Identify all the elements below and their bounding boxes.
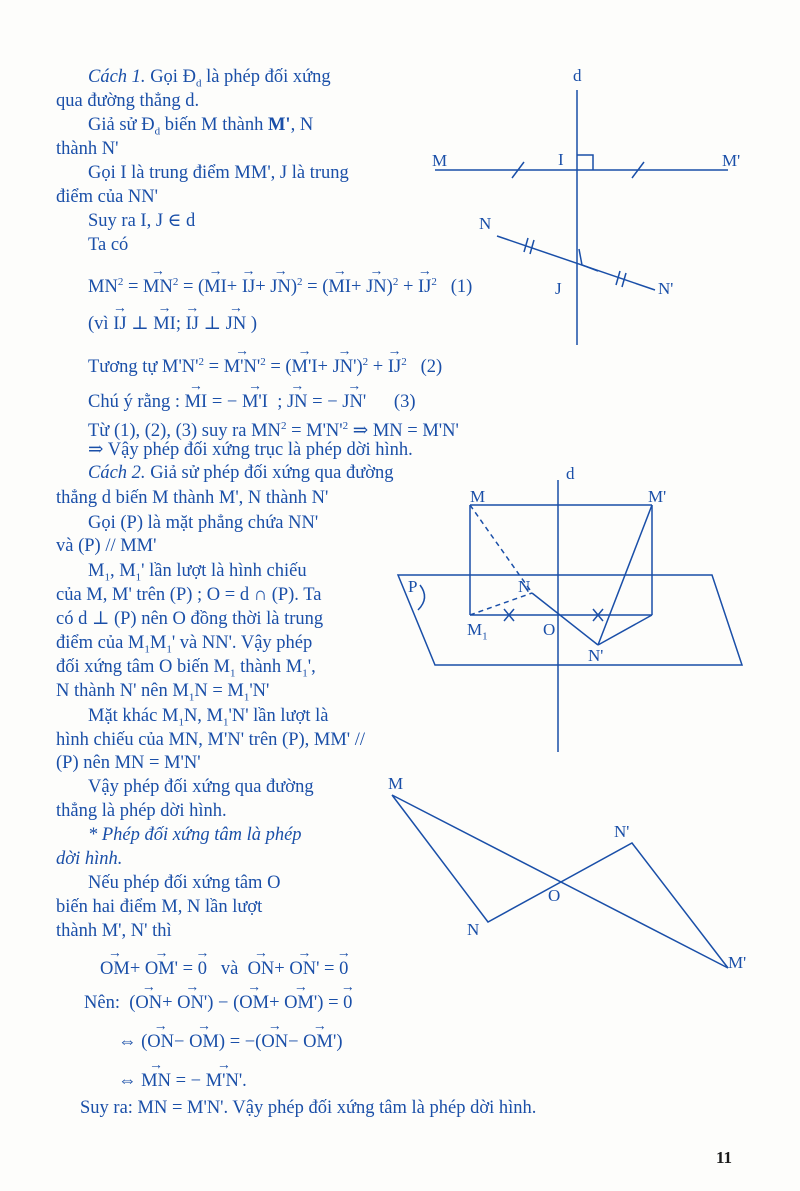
page-number: 11	[716, 1148, 733, 1167]
segment-NN'	[497, 236, 655, 290]
text-line: * Phép đối xứng tâm là phép	[88, 825, 302, 845]
label-M: M	[432, 151, 448, 170]
label-M-prime: M'	[722, 151, 741, 170]
text-line: thẳng d biến M thành M', N thành N'	[56, 488, 329, 508]
text-line: của M, M' trên (P) ; O = d ∩ (P). Ta	[56, 585, 322, 605]
segment-NN'	[532, 593, 598, 645]
text-line: N thành N' nên $M_1N = M_1'N'$	[56, 681, 270, 704]
label-N: N	[479, 214, 492, 233]
text-line: Cách 1. Gọi $Đ_d$ là phép đối xứng	[88, 67, 331, 90]
equation-3: Chú ý rằng : → MI = − → M'I ; → JN = − → JN' (3)	[88, 391, 416, 413]
text-line: Ta có	[88, 235, 129, 255]
label-N-prime: N'	[614, 822, 630, 841]
label-d: d	[566, 464, 575, 483]
text-line: Cách 2. Giả sử phép đối xứng qua đường	[88, 463, 394, 483]
plane-P	[398, 575, 742, 665]
equation-note: (vì → IJ ⊥ → MI; → IJ ⊥ → JN )	[88, 313, 257, 335]
label-I: I	[558, 150, 564, 169]
label-O: O	[548, 886, 561, 905]
label-M-prime: M'	[648, 487, 667, 506]
text-line: Suy ra: MN = M'N'. Vậy phép đối xứng tâm là phép dời hình.	[80, 1098, 537, 1118]
label-N: N	[467, 920, 480, 939]
text-line: ⇒ Vậy phép đối xứng trục là phép dời hình.	[88, 440, 413, 460]
text-line: Suy ra I, J ∈ d	[88, 211, 196, 231]
label-M-prime: M'	[728, 953, 747, 972]
text-line: thẳng là phép dời hình.	[56, 801, 227, 821]
label-P: P	[408, 577, 418, 596]
segment-N'M1'	[598, 615, 652, 645]
text-line: Nếu phép đối xứng tâm O	[88, 873, 281, 893]
equation-2: Tương tự $M'N'^2$ = → $M'N'^2$ = (→ M'I+ → JN')$^2$ + → $IJ^2$ (2)	[88, 351, 442, 378]
text-line: Vậy phép đối xứng qua đường	[88, 777, 314, 797]
equation-5: Nên: (→ ON+ → ON') − (→ OM+ → OM') = → 0	[84, 992, 352, 1014]
text-line: điểm của NN'	[56, 187, 158, 207]
text-line: thành N'	[56, 139, 119, 159]
text-line: dời hình.	[56, 849, 123, 869]
right-angle-mark	[577, 155, 593, 170]
text-line: Mặt khác $M_1N$, $M_1'N'$ lần lượt là	[88, 706, 329, 729]
symmetric-segments	[392, 795, 728, 968]
right-angle-mark	[579, 249, 598, 271]
text-line: điểm của $M_1M_1'$ và NN'. Vậy phép	[56, 633, 313, 656]
equation-1: $MN^2$ = → $MN^2$ = (→ MI+ → IJ+ → JN)$^2$ = (→ MI+ → JN)$^2$ + → $IJ^2$ (1)	[88, 271, 472, 298]
text-line: và (P) // MM'	[56, 536, 157, 556]
text-line: qua đường thẳng d.	[56, 91, 200, 111]
figure-plane-projection	[398, 480, 742, 752]
label-M: M	[470, 487, 486, 506]
equation-6: ⇔ (→ ON− → OM) = −(→ ON− → OM')	[118, 1031, 342, 1053]
text-line: Gọi (P) là mặt phẳng chứa NN'	[88, 513, 319, 533]
text-line: hình chiếu của MN, M'N' trên (P), MM' //	[56, 730, 366, 750]
label-d: d	[573, 66, 582, 85]
label-J: J	[555, 279, 562, 298]
plane-label-arc	[418, 585, 425, 610]
equation-7: ⇔ → MN = − → M'N'.	[118, 1070, 247, 1092]
text-line: thành M', N' thì	[56, 921, 172, 941]
text-line: có d ⊥ (P) nên O đồng thời là trung	[56, 609, 324, 629]
text-line: (P) nên MN = M'N'	[56, 753, 201, 773]
label-N: N	[518, 577, 531, 596]
equation-4: → OM+ → OM' = → 0 và → ON+ → ON' = → 0	[100, 958, 348, 980]
text-line: biến hai điểm M, N lần lượt	[56, 897, 263, 917]
figure-central-symmetry	[392, 795, 728, 968]
text-line: đối xứng tâm O biến $M_1$ thành $M_1'$,	[56, 657, 316, 680]
text-line: Gọi I là trung điểm MM', J là trung	[88, 163, 349, 183]
label-M: M	[388, 774, 404, 793]
label-O: O	[543, 620, 556, 639]
text-line: Từ (1), (2), (3) suy ra $MN^2 = M'N'^2$ ⇒ MN = M'N'	[88, 420, 459, 442]
label-N-prime: N'	[588, 646, 604, 665]
text-line: Giả sử $Đ_d$ biến M thành M', N	[88, 115, 314, 138]
label-M1: $M_1$	[467, 620, 488, 643]
label-N-prime: N'	[658, 279, 674, 298]
text-line: $M_1$, $M_1'$ lần lượt là hình chiếu	[88, 561, 307, 584]
